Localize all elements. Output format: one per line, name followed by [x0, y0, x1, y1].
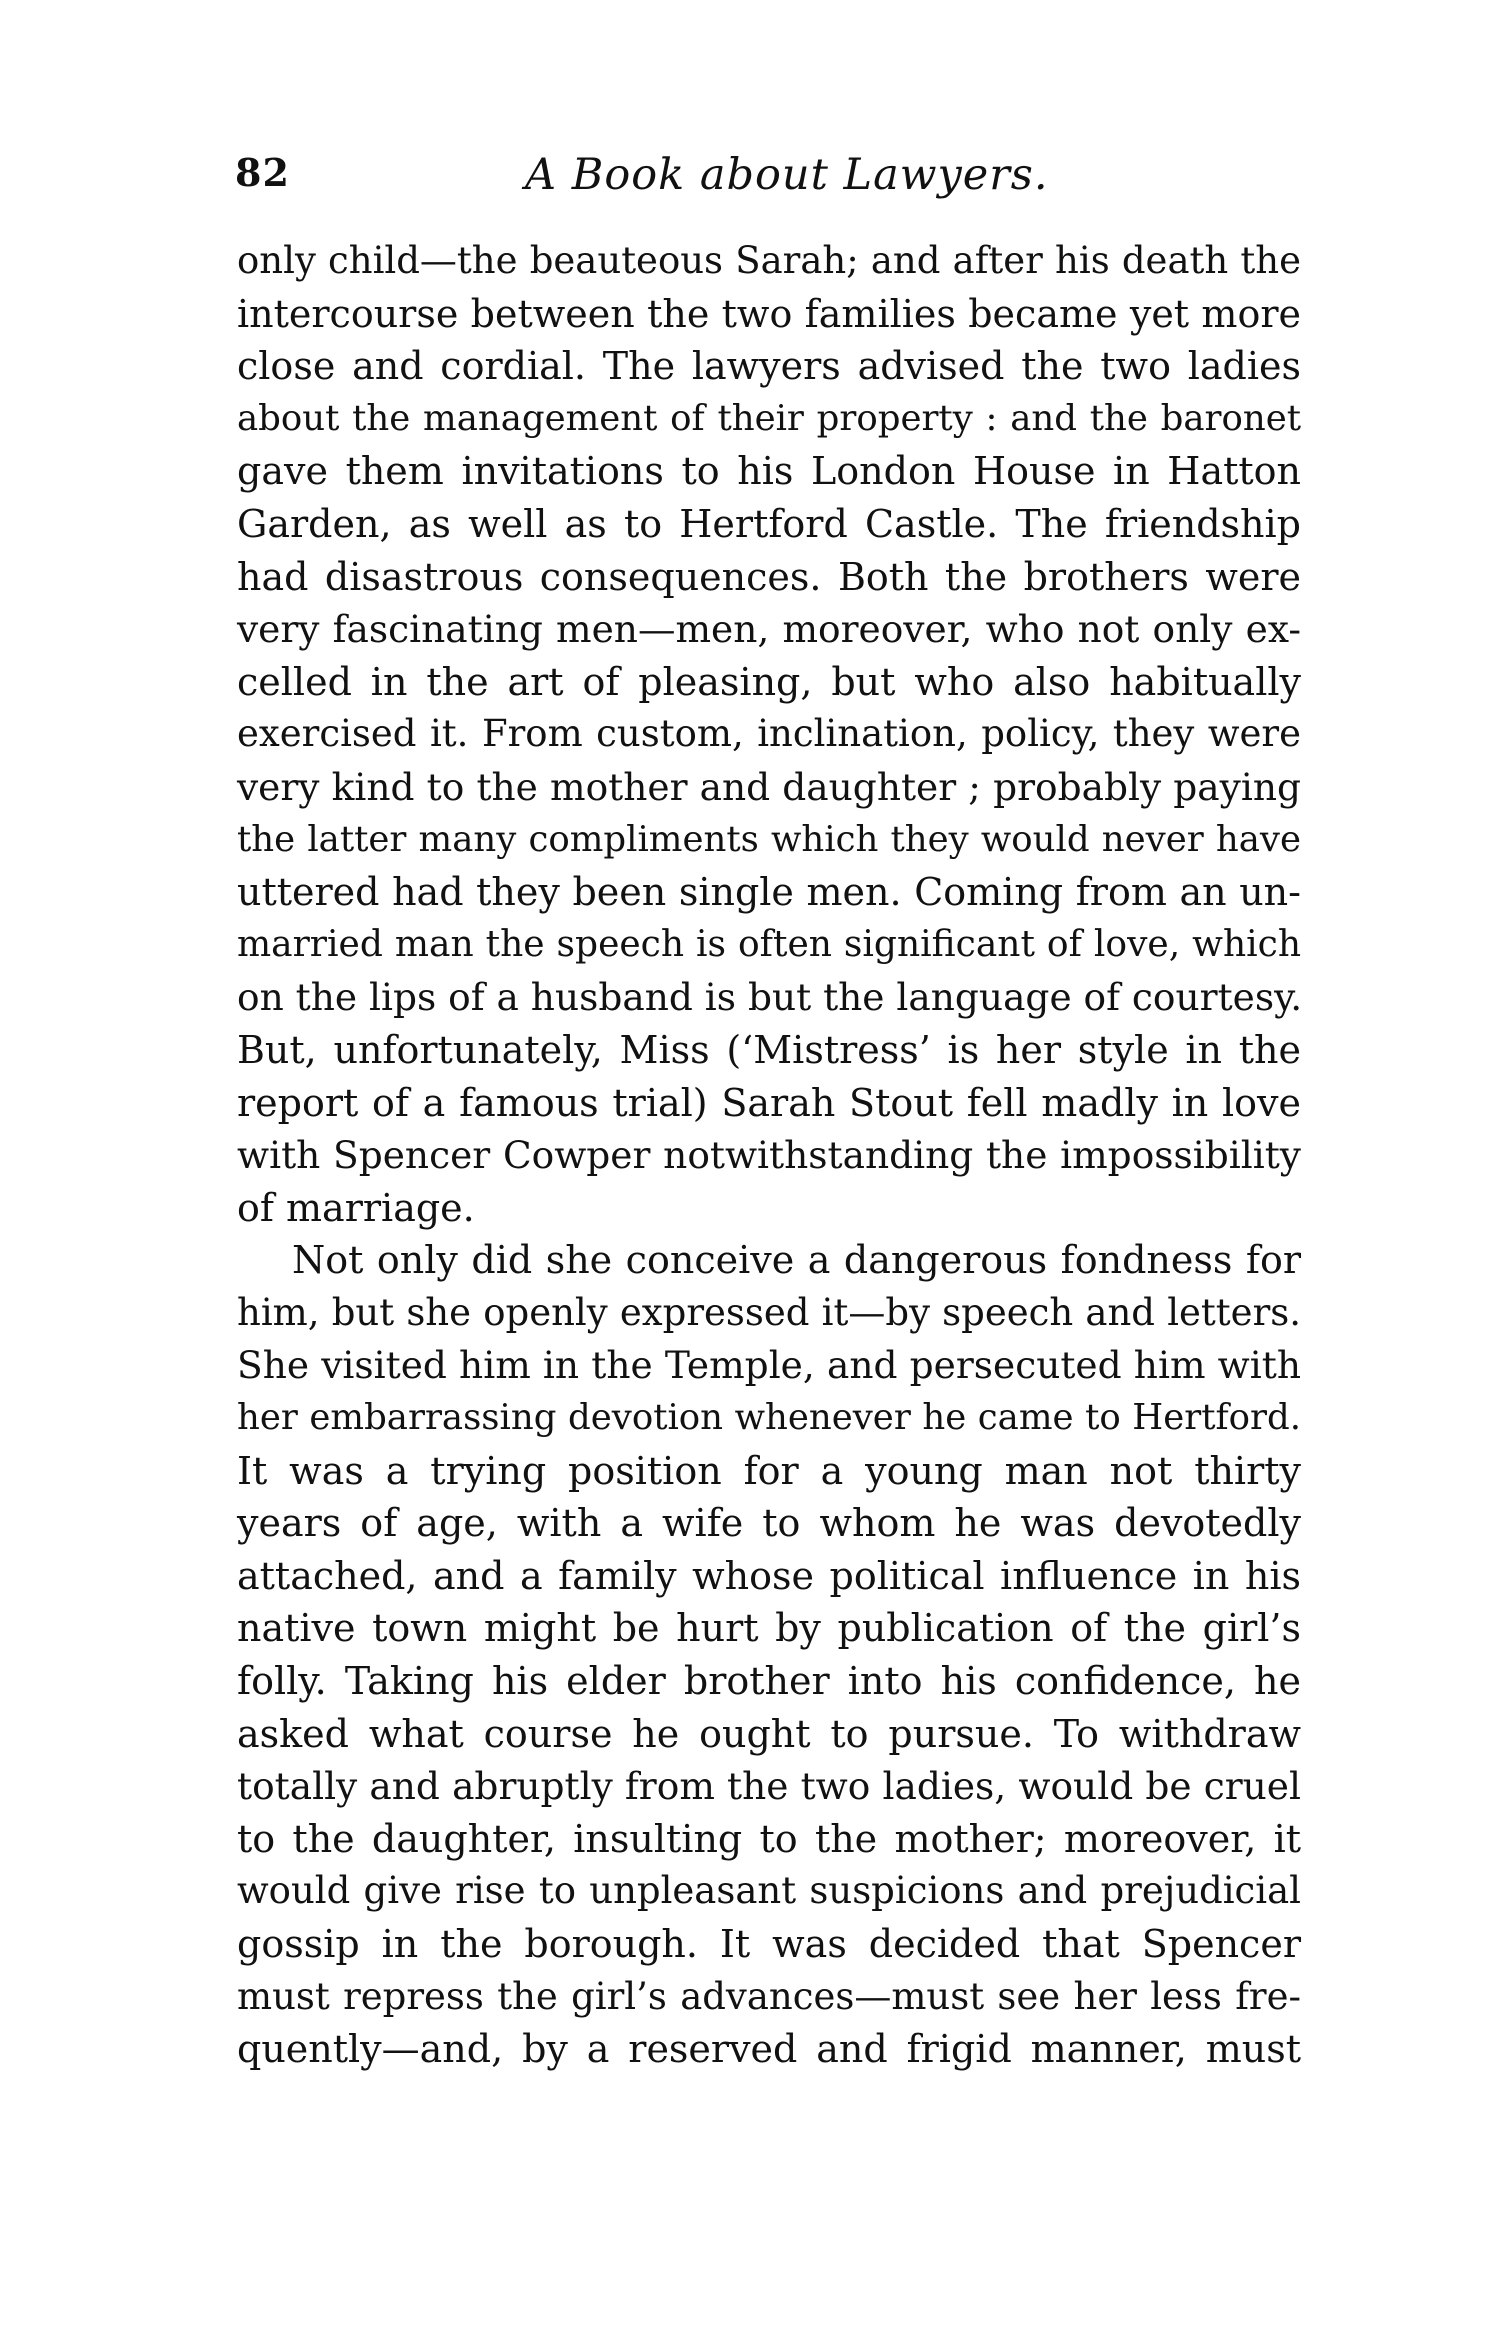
text-line: had disastrous consequences. Both the brothers were	[237, 554, 1301, 599]
text-line: him, but she openly expressed it—by speech and letters.	[237, 1290, 1301, 1334]
text-line: She visited him in the Temple, and persecuted him with	[237, 1343, 1301, 1388]
text-line: asked what course he ought to pursue. To withdraw	[237, 1711, 1301, 1756]
text-line: only child—the beauteous Sarah; and after his death the	[237, 239, 1301, 282]
text-line: intercourse between the two families became yet more	[237, 291, 1301, 336]
running-title: A Book about Lawyers.	[525, 150, 1049, 200]
text-line: to the daughter, insulting to the mother; moreover, it	[237, 1816, 1301, 1861]
text-line: But, unfortunately, Miss (‘Mistress’ is her style in the	[237, 1027, 1301, 1072]
text-line: must repress the girl’s advances—must see her less fre-	[237, 1974, 1301, 2018]
text-line: with Spencer Cowper notwithstanding the impossibility	[237, 1133, 1301, 1178]
text-line: totally and abruptly from the two ladies, would be cruel	[237, 1764, 1301, 1809]
text-line: gossip in the borough. It was decided that Spencer	[237, 1922, 1301, 1966]
text-line: native town might be hurt by publication of the girl’s	[237, 1606, 1301, 1651]
text-line: the latter many compliments which they would never have	[237, 818, 1301, 860]
text-line: folly. Taking his elder brother into his confidence, he	[237, 1659, 1301, 1704]
text-line: gave them invitations to his London House in Hatton	[237, 449, 1301, 494]
page-header	[235, 150, 1295, 220]
text-line: close and cordial. The lawyers advised the two ladies	[237, 344, 1301, 389]
text-line: exercised it. From custom, inclination, policy, they were	[237, 712, 1301, 756]
text-line: married man the speech is often significant of love, which	[237, 923, 1301, 965]
text-line: quently—and, by a reserved and frigid manner, must	[237, 2027, 1301, 2072]
text-line: report of a famous trial) Sarah Stout fell madly in love	[237, 1080, 1301, 1125]
text-line: It was a trying position for a young man not thirty	[237, 1448, 1301, 1493]
paragraph-first-line: Not only did she conceive a dangerous fondness for	[292, 1238, 1301, 1283]
text-line: about the management of their property : and the baronet	[237, 397, 1301, 439]
text-line: attached, and a family whose political influence in his	[237, 1553, 1301, 1598]
text-line: years of age, with a wife to whom he was devotedly	[237, 1501, 1301, 1546]
text-line: very kind to the mother and daughter ; probably paying	[237, 764, 1301, 809]
text-line: her embarrassing devotion whenever he came to Hertford.	[237, 1397, 1301, 1439]
body-text	[237, 235, 1301, 2076]
text-line: on the lips of a husband is but the language of courtesy.	[237, 975, 1303, 1020]
page-number: 82	[235, 150, 290, 195]
text-line: celled in the art of pleasing, but who also habitually	[237, 659, 1301, 704]
text-line: very fascinating men—men, moreover, who not only ex-	[237, 607, 1301, 652]
text-line: would give rise to unpleasant suspicions and prejudicial	[237, 1869, 1301, 1913]
text-line: Garden, as well as to Hertford Castle. The friendship	[237, 501, 1301, 546]
text-line: uttered had they been single men. Coming from an un-	[237, 870, 1301, 915]
text-line: of marriage.	[237, 1185, 475, 1230]
